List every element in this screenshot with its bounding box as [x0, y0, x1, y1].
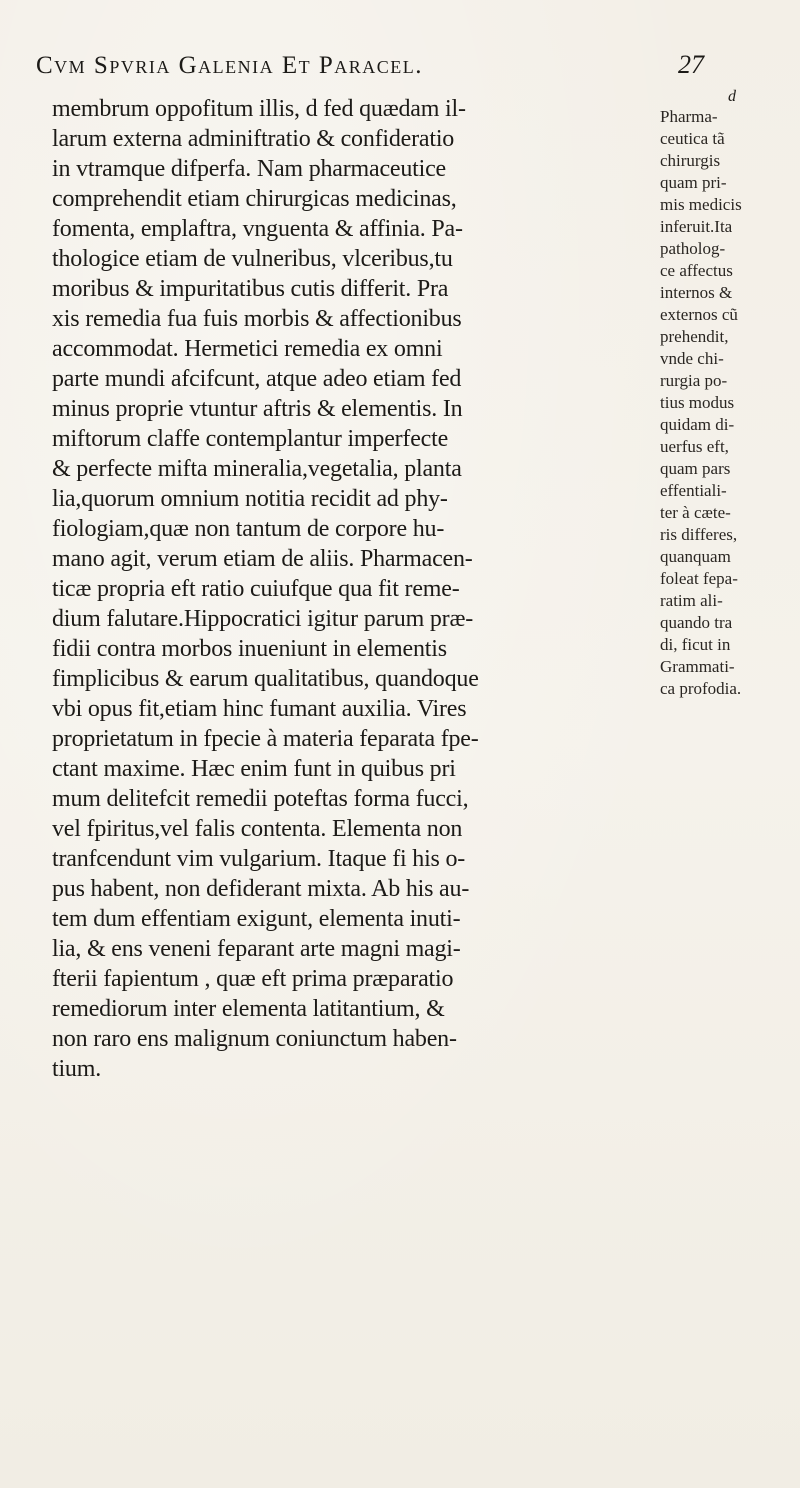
text-line: parte mundi afcifcunt, atque adeo etiam fed	[52, 366, 462, 392]
marginal-note-line: quando tra	[660, 613, 733, 632]
marginal-note-line: ce affectus	[660, 261, 733, 280]
text-line: ctant maxime. Hæc enim funt in quibus pri	[52, 756, 456, 782]
text-line: remediorum inter elementa latitantium, &	[52, 996, 445, 1022]
marginal-note-line: ca profodia.	[660, 679, 742, 698]
page-number: 27	[678, 50, 704, 79]
marginal-note-line: vnde chi-	[660, 349, 724, 368]
text-line: membrum oppofitum illis, d fed quædam il-	[52, 96, 466, 122]
text-line: moribus & impuritatibus cutis differit. Pra	[52, 276, 449, 302]
marginal-note-line: Grammati-	[660, 657, 735, 676]
marginal-note-line: inferuit.Ita	[660, 217, 733, 236]
text-line: mum delitefcit remedii poteftas forma fucci,	[52, 786, 469, 812]
text-line: fterii fapientum , quæ eft prima præparatio	[52, 966, 454, 992]
text-line: dium falutare.Hippocratici igitur parum præ-	[52, 606, 474, 632]
marginal-note-line: effentiali-	[660, 481, 727, 500]
marginal-note-line: patholog-	[660, 239, 726, 258]
marginal-note-line: ratim ali-	[660, 591, 723, 610]
text-line: non raro ens malignum coniunctum haben-	[52, 1026, 457, 1052]
marginal-note-line: foleat fepa-	[660, 569, 738, 588]
marginal-note-line: prehendit,	[660, 327, 729, 346]
marginal-note-line: externos cũ	[660, 305, 738, 324]
text-line: fimplicibus & earum qualitatibus, quandoque	[52, 666, 479, 692]
marginal-note-line: internos &	[660, 283, 733, 302]
text-line: fidii contra morbos inueniunt in elementis	[52, 636, 447, 662]
text-line: miftorum claffe contemplantur imperfecte	[52, 426, 449, 452]
text-line: accommodat. Hermetici remedia ex omni	[52, 336, 443, 362]
marginal-note-line: quam pri-	[660, 173, 727, 192]
marginal-note-line: chirurgis	[660, 151, 721, 170]
marginal-note-line: ceutica tã	[660, 129, 725, 148]
text-line: vel fpiritus,vel falis contenta. Elementa non	[52, 816, 463, 842]
text-line: comprehendit etiam chirurgicas medicinas,	[52, 186, 457, 212]
text-line: minus proprie vtuntur aftris & elementis. In	[52, 396, 463, 422]
marginal-note	[660, 88, 790, 700]
text-line: tranfcendunt vim vulgarium. Itaque fi his o-	[52, 846, 466, 872]
text-line: tium.	[52, 1056, 102, 1082]
marginal-note-line: quanquam	[660, 547, 731, 566]
text-line: mano agit, verum etiam de aliis. Pharmacen-	[52, 546, 473, 572]
text-line: ticæ propria eft ratio cuiufque qua fit reme-	[52, 576, 460, 602]
text-line: fiologiam,quæ non tantum de corpore hu-	[52, 516, 445, 542]
text-line: xis remedia fua fuis morbis & affectionibus	[52, 306, 462, 332]
text-line: fomenta, emplaftra, vnguenta & affinia. Pa-	[52, 216, 463, 242]
main-text-column	[52, 94, 652, 1084]
marginal-note-line: quam pars	[660, 459, 731, 478]
running-title: Cvm Spvria Galenia Et Paracel.	[36, 52, 424, 79]
text-line: lia,quorum omnium notitia recidit ad phy-	[52, 486, 448, 512]
marginal-note-line: Pharma-	[660, 107, 718, 126]
marginal-note-line: tius modus	[660, 393, 735, 412]
running-head	[36, 46, 736, 86]
text-line: & perfecte mifta mineralia,vegetalia, planta	[52, 456, 462, 482]
text-line: thologice etiam de vulneribus, vlceribus,tu	[52, 246, 453, 272]
text-line: pus habent, non defiderant mixta. Ab his au-	[52, 876, 470, 902]
marginal-note-line: uerfus eft,	[660, 437, 729, 456]
marginal-note-line: mis medicis	[660, 195, 742, 214]
marginal-note-line: ris differes,	[660, 525, 738, 544]
text-line: vbi opus fit,etiam hinc fumant auxilia. Vires	[52, 696, 467, 722]
marginal-note-mark: d	[728, 88, 736, 105]
marginal-note-line: rurgia po-	[660, 371, 728, 390]
text-line: lia, & ens veneni feparant arte magni magi-	[52, 936, 461, 962]
marginal-note-line: di, ficut in	[660, 635, 731, 654]
text-line: larum externa adminiftratio & confideratio	[52, 126, 455, 152]
marginal-note-line: ter à cæte-	[660, 503, 731, 522]
text-line: proprietatum in fpecie à materia feparata fpe-	[52, 726, 479, 752]
marginal-note-line: quidam di-	[660, 415, 735, 434]
text-line: in vtramque difperfa. Nam pharmaceutice	[52, 156, 447, 182]
text-line: tem dum effentiam exigunt, elementa inuti-	[52, 906, 461, 932]
